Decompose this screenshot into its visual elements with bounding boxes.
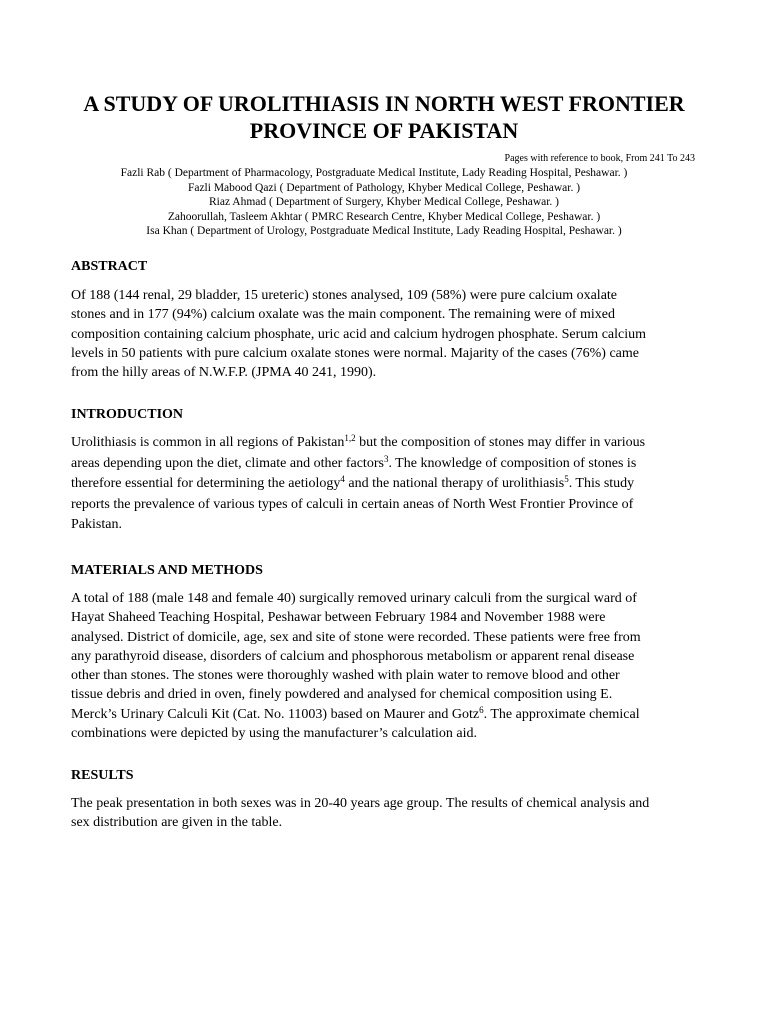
author-affiliation: Zahoorullah, Tasleem Akhtar ( PMRC Research Centre, Khyber Medical College, Peshawar. ) [167,210,601,223]
text-line: levels in 50 patients with pure calcium oxalate stones were normal. Majarity of the cases (76%) came [71,345,639,361]
text-line: sex distribution are given in the table. [71,815,283,831]
introduction-paragraph [71,433,696,536]
paper-title [40,90,728,144]
citation-superscript: 1,2 [344,433,356,443]
title-line: PROVINCE OF PAKISTAN [249,118,519,143]
text-line: A total of 188 (male 148 and female 40) surgically removed urinary calculi from the surgical ward of [71,591,637,606]
author-affiliation: Isa Khan ( Department of Urology, Postgraduate Medical Institute, Lady Reading Hospital, Peshawar. ) [146,225,622,237]
text-line: Of 188 (144 renal, 29 bladder, 15 ureteric) stones analysed, 109 (58%) were pure calcium oxalate [71,288,618,303]
citation-superscript: 3 [383,453,389,464]
text-line: analysed. District of domicile, age, sex and site of stone were recorded. These patients were free from [71,629,641,645]
text-line: from the hilly areas of N.W.F.P. (JPMA 40 241, 1990). [71,365,377,381]
text-line: combinations were depicted by using the manufacturer’s calculation aid. [71,726,477,742]
methods-paragraph [71,589,696,743]
abstract-paragraph [71,286,696,382]
citation-superscript: 6 [479,704,484,715]
text-line: reports the prevalence of various types of calculi in certain aneas of North West Frontier Province of [71,496,634,512]
text-line: composition containing calcium phosphate, uric acid and calcium hydrogen phosphate. Serum calcium [71,326,647,342]
author-affiliation: Riaz Ahmad ( Department of Surgery, Khyber Medical College, Peshawar. ) [208,196,559,208]
section-heading-methods: MATERIALS AND METHODS [71,563,263,578]
text-line: The peak presentation in both sexes was in 20-40 years age group. The results of chemical analysis and [71,796,650,811]
title-line: A STUDY OF UROLITHIASIS IN NORTH WEST FRONTIER [83,91,685,116]
text-line: Merck’s Urinary Calculi Kit (Cat. No. 11003) based on Maurer and Gotz$^6$. The approximate chemical [71,704,640,722]
text-line: any parathyroid disease, disorders of calcium and phosphorous metabolism or apparent renal disease [71,648,635,664]
results-paragraph [71,794,696,833]
text-line: stones and in 177 (94%) calcium oxalate was the main component. The remaining were of mixed [71,307,616,323]
text-line: therefore essential for determining the aetiology$^4$ and the national therapy of urolithiasis$^5$. This study [71,474,635,491]
text-line: Pakistan. [71,517,122,532]
citation-superscript: 5 [564,474,569,484]
text-line: Urolithiasis is common in all regions of Pakistan$^{1,2}$ but the composition of stones may differ in various [71,433,646,450]
citation-superscript: 4 [340,474,345,484]
author-affiliation: Fazli Mabood Qazi ( Department of Pathology, Khyber Medical College, Peshawar. ) [187,181,581,194]
author-list [0,166,768,239]
pages-reference: Pages with reference to book, From 241 To 243 [504,153,695,164]
text-line: tissue debris and dried in oven, finely powdered and analysed for chemical composition using E. [71,687,613,703]
section-heading-abstract: ABSTRACT [71,259,148,274]
author-affiliation: Fazli Rab ( Department of Pharmacology, Postgraduate Medical Institute, Lady Reading Hospital, Peshawar. ) [120,167,628,179]
section-heading-introduction: INTRODUCTION [71,407,184,422]
section-heading-results: RESULTS [71,768,134,783]
text-line: other than stones. The stones were thoroughly washed with plain water to remove blood and other [71,668,620,684]
text-line: Hayat Shaheed Teaching Hospital, Peshawar between February 1984 and November 1988 were [71,610,606,626]
text-line: areas depending upon the diet, climate and other factors$^3$. The knowledge of composition of stones is [71,453,637,471]
